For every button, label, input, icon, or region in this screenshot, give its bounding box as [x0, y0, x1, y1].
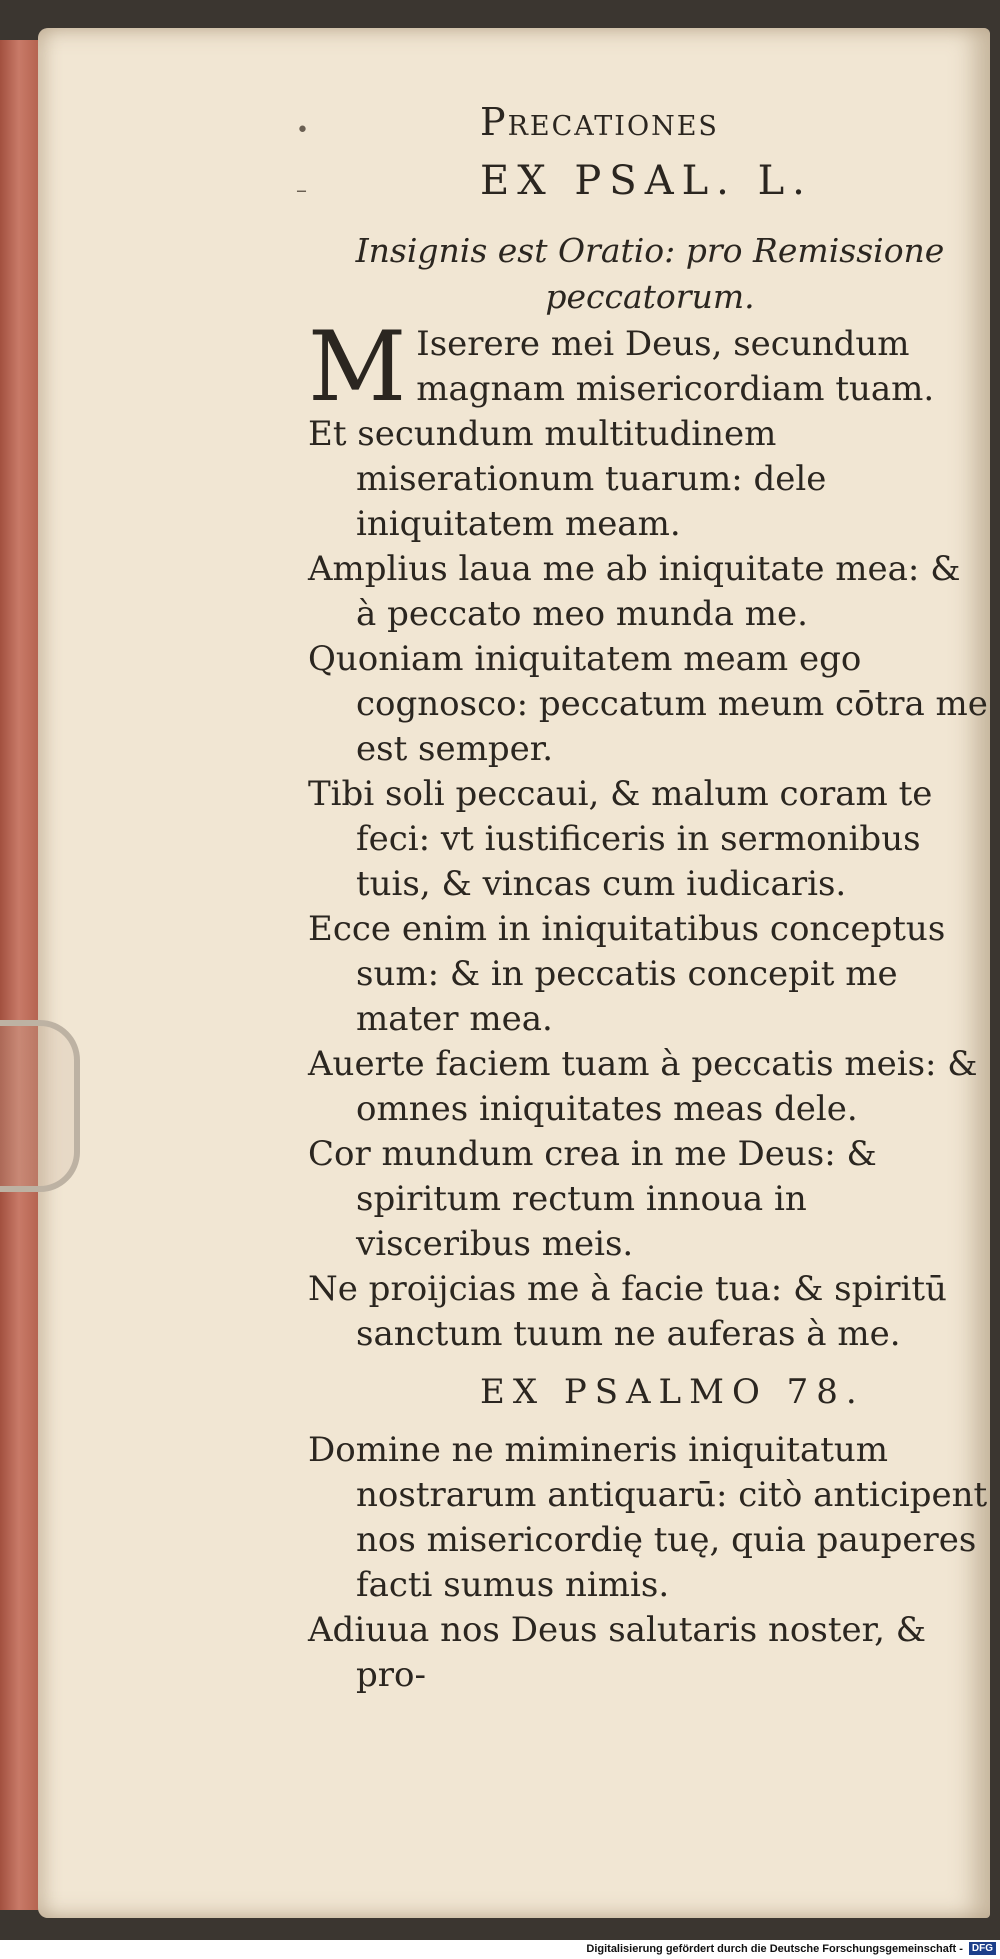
verse [308, 311, 988, 423]
verse: Et secundum multitudinem miserationum tuarum: dele iniquitatem meam. [308, 414, 827, 544]
verse-text: Iserere mei Deus, secundum magnam misericordiam tuam. [416, 324, 935, 409]
drop-capital: M [308, 311, 407, 423]
verse: Tibi soli peccaui, & malum coram te feci: vt iustificeris in sermonibus tuis, & vincas cum iudicaris. [308, 774, 933, 904]
verse: Domine ne mimineris iniquitatum nostrarum antiquarū: citò anticipent nos misericordię tuę, quia pauperes facti sumus nimis. [308, 1430, 988, 1605]
funding-credit: Digitalisierung gefördert durch die Deutsche Forschungsgemeinschaft - [586, 1943, 963, 1955]
verse: Cor mundum crea in me Deus: & spiritum rectum innoua in visceribus meis. [308, 1134, 877, 1264]
ink-speck: • [296, 118, 309, 143]
verse: Ne proijcias me à facie tua: & spiritū sanctum tuum ne auferas à me. [308, 1269, 947, 1354]
psalm-78-heading: EX PSALMO 78. [480, 1372, 865, 1412]
psalm-78-text [308, 1428, 988, 1698]
verse: Auerte faciem tuam à peccatis meis: & omnes iniquitates meas dele. [308, 1044, 978, 1129]
verse: Quoniam iniquitatem meam ego cognosco: peccatum meum cōtra me est semper. [308, 639, 988, 769]
dfg-logo: DFG [969, 1942, 996, 1955]
section-title: EX PSAL. L. [480, 158, 813, 204]
running-head: Precationes [480, 100, 719, 144]
digitization-footer [0, 1940, 1000, 1959]
prayer-subtitle: Insignis est Oratio: pro Remissione peccatorum. [355, 231, 945, 316]
verse: Adiuua nos Deus salutaris noster, & pro- [308, 1610, 927, 1695]
verse: Amplius laua me ab iniquitate mea: & à peccato meo munda me. [308, 549, 961, 634]
verse: Ecce enim in iniquitatibus conceptus sum: & in peccatis concepit me mater mea. [308, 909, 946, 1039]
psalm-50-text [308, 311, 988, 1357]
ink-speck: – [296, 178, 307, 203]
